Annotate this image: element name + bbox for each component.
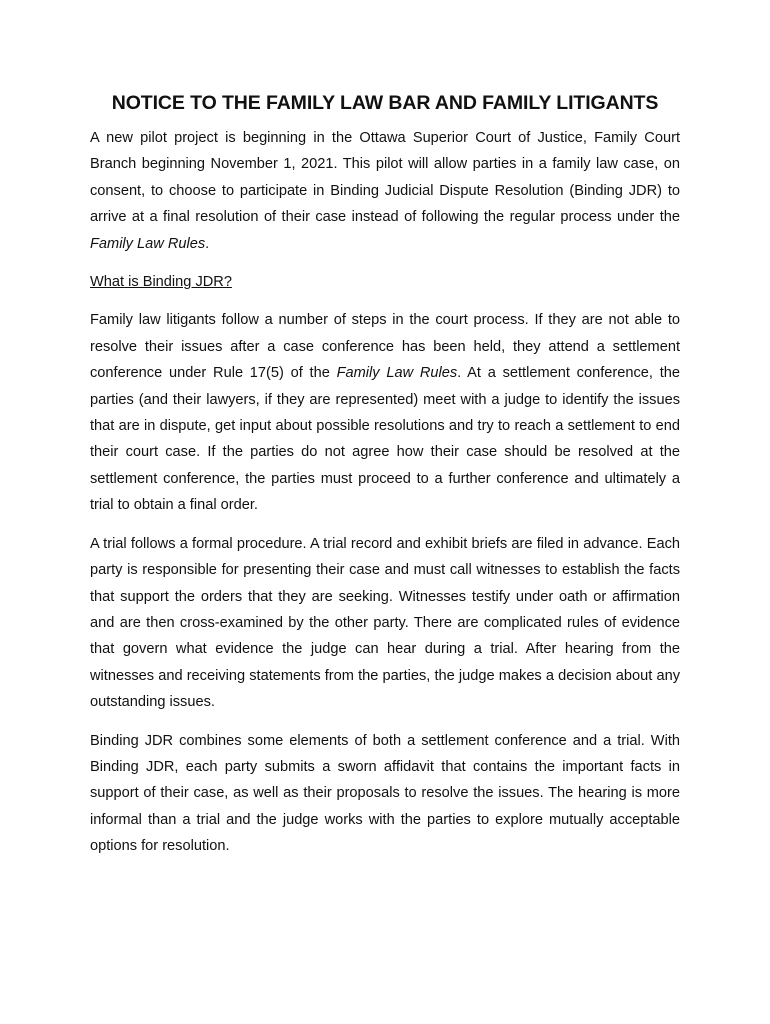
intro-paragraph [90, 125, 680, 257]
process-text-end: . At a settlement conference, the parties (and their lawyers, if they are represented) meet with a judge to identify the issues that are in dispute, get input about possible resolutions and try to reach a settlement to end their court case. If the parties do not agree how their case should be resolved at the settlement conference, the parties must proceed to a further conference and ultimately a trial to obtain a final order. [90, 365, 680, 514]
process-paragraph [90, 307, 680, 518]
document-title: NOTICE TO THE FAMILY LAW BAR AND FAMILY LITIGANTS [111, 92, 659, 114]
trial-paragraph: A trial follows a formal procedure. A trial record and exhibit briefs are filed in advance. Each party is responsible for presenting their case and must call witnesses to establish the facts that support the orders that they are seeking. Witnesses testify under oath or affirmation and are then cross-examined by the other party. There are complicated rules of evidence that govern what evidence the judge can hear during a trial. After hearing from the witnesses and receiving statements from the parties, the judge makes a decision about any outstanding issues. [90, 535, 680, 711]
process-rules-reference: Family Law Rules [336, 365, 458, 382]
section-heading: What is Binding JDR? [90, 274, 232, 291]
intro-text-end: . [205, 235, 210, 252]
intro-rules-reference: Family Law Rules [90, 235, 206, 252]
document-page [90, 92, 680, 860]
process-text-start: Family law litigants follow a number of steps in the court process. If they are not able to resolve their issues after a case conference has been held, they attend a settlement conference under Rule 17(5) of the [90, 312, 680, 382]
intro-text: A new pilot project is beginning in the Ottawa Superior Court of Justice, Family Court Branch beginning November 1, 2021. This pilot will allow parties in a family law case, on consent, to choose to participate in Binding Judicial Dispute Resolution (Binding JDR) to arrive at a final resolution of their case instead of following the regular process under the [90, 130, 680, 226]
binding-jdr-paragraph: Binding JDR combines some elements of both a settlement conference and a trial. With Binding JDR, each party submits a sworn affidavit that contains the important facts in support of their case, as well as their proposals to resolve the issues. The hearing is more informal than a trial and the judge works with the parties to explore mutually acceptable options for resolution. [90, 732, 680, 855]
